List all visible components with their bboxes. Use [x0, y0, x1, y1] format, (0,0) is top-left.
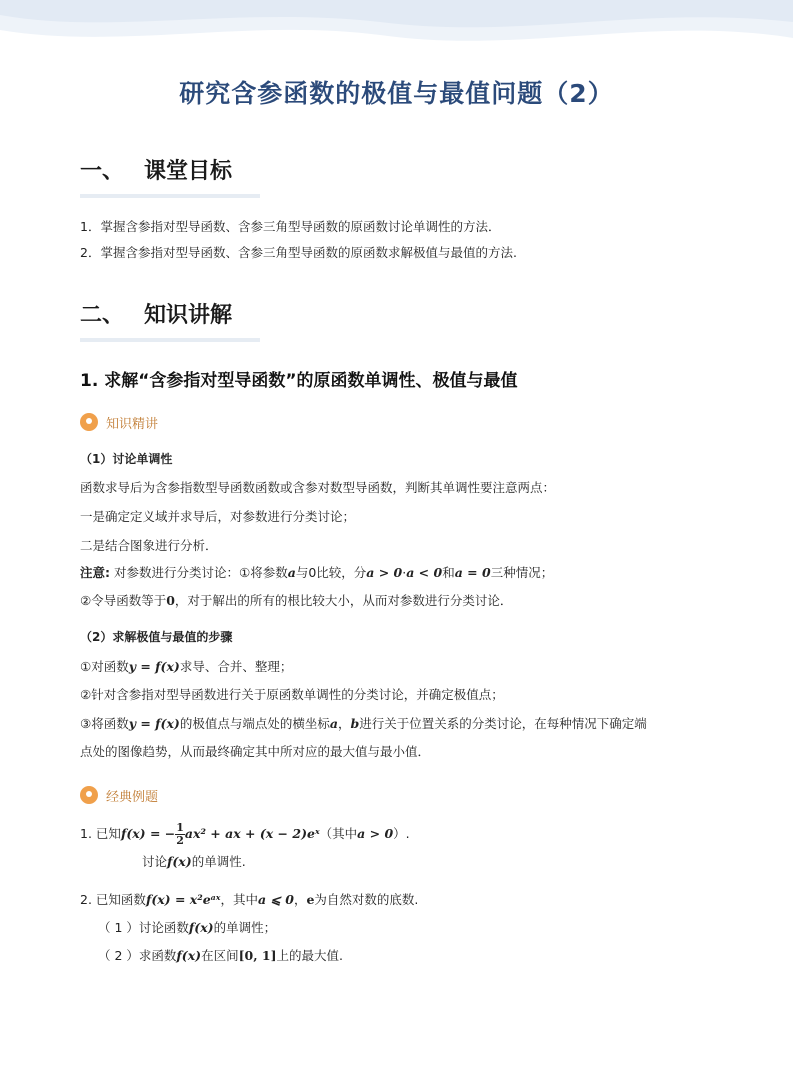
header-wave-decoration	[0, 0, 793, 60]
math: f(x)	[167, 854, 192, 869]
text: 三种情况；	[490, 565, 554, 580]
math: a > 0	[366, 565, 403, 580]
note-line	[80, 591, 512, 609]
note-line	[80, 563, 553, 581]
text: ，对于解出的所有的根比较大小，从而对参数进行分类讨论．	[174, 593, 513, 608]
text: ，	[337, 716, 351, 731]
text-line: 二是结合图象进行分析．	[80, 538, 218, 553]
step-line: ②针对含参指对型导函数进行关于原函数单调性的分类讨论，并确定极值点；	[80, 687, 504, 702]
math: y = f(x)	[128, 659, 180, 674]
text: 已知函数	[95, 892, 146, 907]
text: ，	[293, 892, 307, 907]
text-line: 一是确定定义域并求导后，对参数进行分类讨论；	[80, 509, 356, 524]
text: ）.	[393, 826, 410, 841]
math: f(x) = −	[120, 826, 176, 841]
text: 讨论	[142, 854, 168, 869]
text: 为自然对数的底数.	[314, 892, 419, 907]
math: f(x)	[176, 948, 202, 963]
part2-title: （2）求解极值与最值的步骤	[80, 630, 233, 644]
tag-label: 知识精讲	[106, 416, 159, 432]
tag-knowledge	[80, 411, 158, 433]
example-2-q1	[98, 918, 276, 936]
text: 与0比较，分	[295, 565, 367, 580]
section-underline	[80, 194, 260, 198]
math: b	[350, 716, 360, 731]
question-number: （ 1 ）	[98, 920, 139, 935]
example-1	[80, 822, 410, 847]
step-line	[80, 714, 647, 732]
text: 的单调性；	[213, 920, 277, 935]
numerator: 1	[176, 821, 184, 834]
step-line: 点处的图像趋势，从而最终确定其中所对应的最大值与最小值．	[80, 744, 431, 759]
goal-item: 2．掌握含参指对型导函数、含参三角型导函数的原函数求解极值与最值的方法.	[80, 245, 517, 260]
example-number: 2.	[80, 892, 92, 907]
text: 和	[442, 565, 455, 580]
math: a ⩽ 0	[257, 892, 294, 907]
section-heading-knowledge	[80, 298, 232, 329]
math: f(x) = x²eᵃˣ	[145, 892, 221, 907]
math: a < 0	[406, 565, 443, 580]
math: y = f(x)	[128, 716, 180, 731]
math: a > 0	[357, 826, 394, 841]
text: ②令导函数等于	[80, 593, 167, 608]
text: 求导、合并、整理；	[179, 659, 293, 674]
question-number: （ 2 ）	[98, 948, 139, 963]
text: ·	[402, 565, 407, 580]
math: 0	[166, 593, 175, 608]
math: a	[287, 565, 296, 580]
text: ，其中	[220, 892, 258, 907]
note-prefix: 注意:	[80, 565, 110, 580]
example-2	[80, 890, 418, 908]
text: ①对函数	[80, 659, 129, 674]
section-label: 课堂目标	[144, 159, 233, 184]
text: ③将函数	[80, 716, 129, 731]
math: f(x)	[188, 920, 214, 935]
section-number: 一、	[80, 159, 125, 184]
text: 求函数	[138, 948, 177, 963]
text: （其中	[319, 826, 358, 841]
math: a	[329, 716, 338, 731]
lightbulb-icon	[80, 413, 98, 431]
goal-item: 1．掌握含参指对型导函数、含参三角型导函数的原函数讨论单调性的方法．	[80, 219, 501, 234]
text: 对参数进行分类讨论：①将参数	[113, 565, 288, 580]
subheading: 1. 求解“含参指对型导函数”的原函数单调性、极值与最值	[80, 371, 518, 391]
tag-examples	[80, 784, 158, 806]
example-1-question	[142, 852, 246, 870]
text: 讨论函数	[138, 920, 189, 935]
section-heading-goals	[80, 154, 232, 185]
text: 的极值点与端点处的横坐标	[179, 716, 330, 731]
step-line	[80, 657, 292, 675]
denominator: 2	[176, 834, 184, 847]
text: 上的最大值.	[276, 948, 344, 963]
lightbulb-icon	[80, 786, 98, 804]
tag-label: 经典例题	[106, 789, 159, 805]
section-underline	[80, 338, 260, 342]
part1-title: （1）讨论单调性	[80, 452, 173, 466]
section-label: 知识讲解	[144, 303, 233, 328]
text: 进行关于位置关系的分类讨论，在每种情况下确定端	[359, 716, 647, 731]
example-number: 1.	[80, 826, 92, 841]
example-2-q2	[98, 946, 343, 964]
math: e	[306, 892, 315, 907]
page-title: 研究含参函数的极值与最值问题（2）	[179, 79, 614, 108]
text-line: 函数求导后为含参指数型导函数函数或含参对数型导函数，判断其单调性要注意两点：	[80, 480, 556, 495]
text: 已知	[95, 826, 121, 841]
fraction	[175, 822, 185, 847]
section-number: 二、	[80, 303, 125, 328]
math: a = 0	[454, 565, 491, 580]
text: 的单调性.	[191, 854, 246, 869]
text: 在区间	[201, 948, 239, 963]
math: ax² + ax + (x − 2)eˣ	[184, 826, 320, 841]
math: [0, 1]	[238, 948, 277, 963]
